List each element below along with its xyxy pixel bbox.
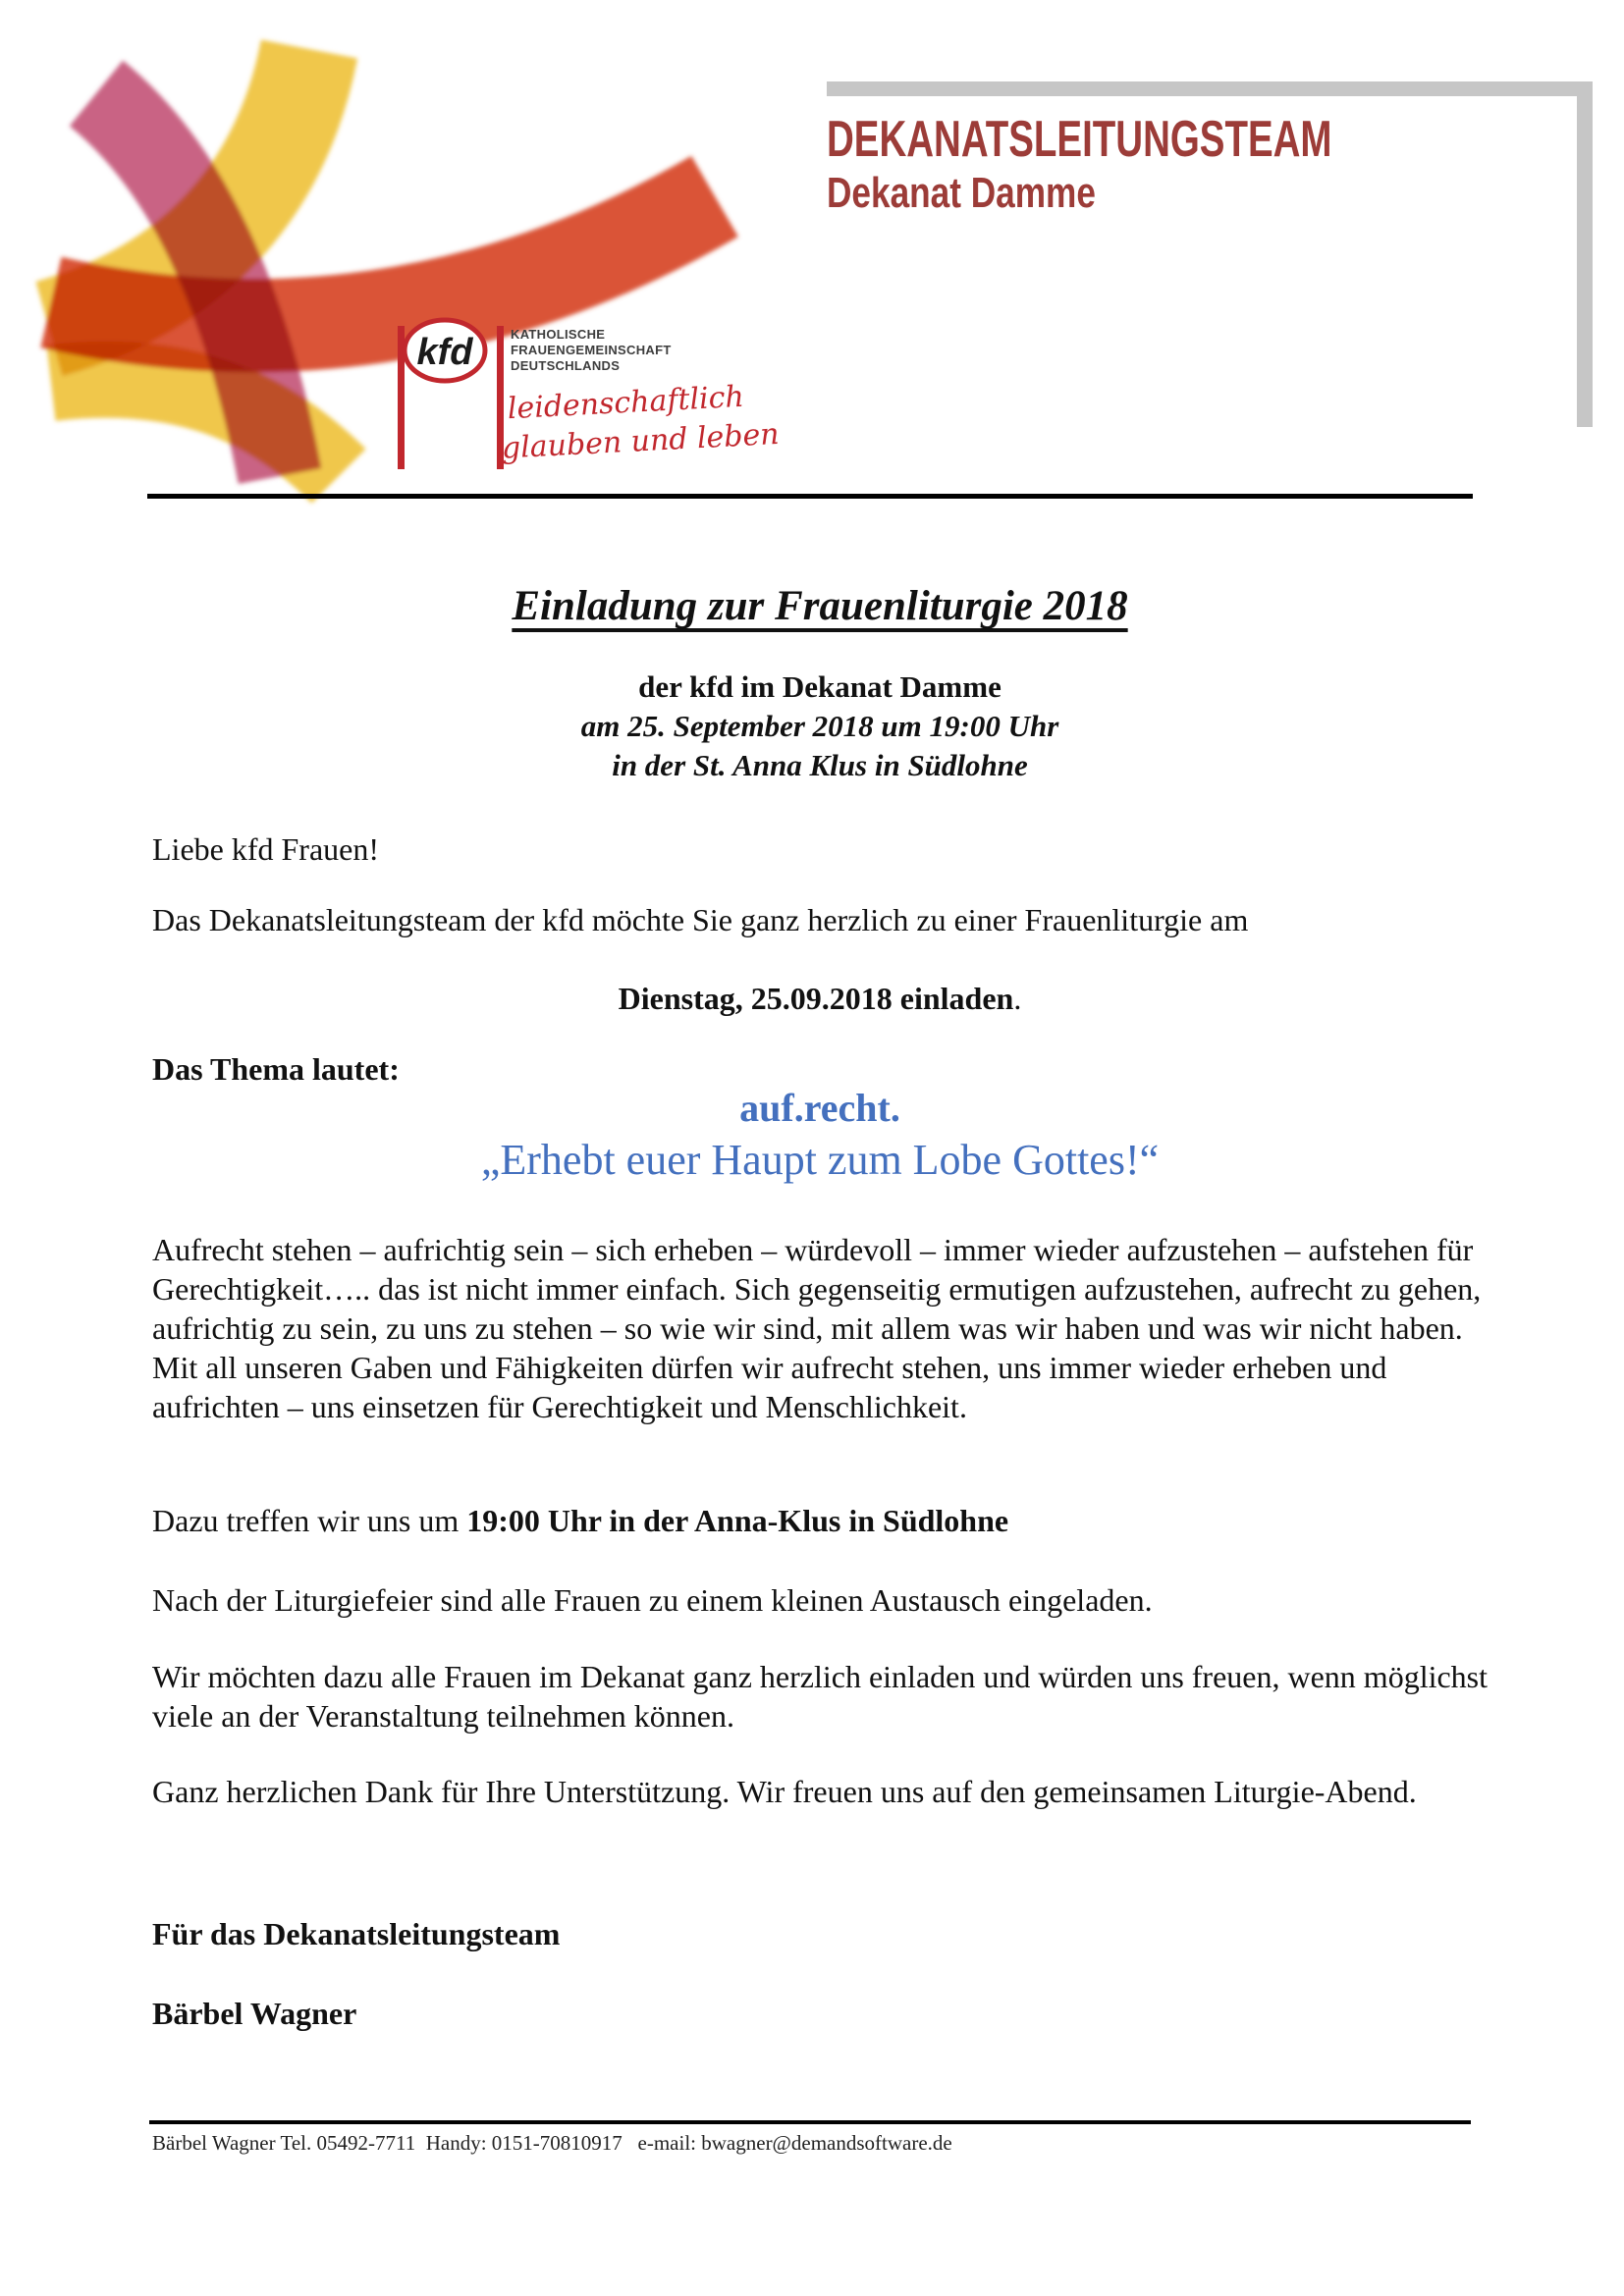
subtitle-line-2: am 25. September 2018 um 19:00 Uhr	[580, 709, 1059, 743]
subtitle-line-1: der kfd im Dekanat Damme	[638, 669, 1001, 704]
letter-title	[152, 581, 1488, 632]
date-line-bold: Dienstag, 25.09.2018 einladen	[618, 981, 1014, 1016]
kfd-badge	[398, 320, 780, 469]
kfd-org-line3: DEUTSCHLANDS	[511, 358, 621, 373]
kfd-tagline	[499, 378, 780, 466]
main-paragraph: Aufrecht stehen – aufrichtig sein – sich erheben – würdevoll – immer wieder aufzustehen – aufstehen für Gerechtigkeit….. das ist nicht immer einfach. Sich gegenseitig ermutigen aufzustehen, aufrecht zu gehen, aufrichtig zu sein, zu uns zu stehen – so wie wir sind, mit allem was wir haben und was wir nicht haben. Mit all unseren Gaben und Fähigkeiten dürfen wir aufrecht stehen, uns immer wieder erheben und aufrichten – uns einsetzen für Gerechtigkeit und Menschlichkeit.	[152, 1232, 1482, 1424]
after-liturgy-paragraph: Nach der Liturgiefeier sind alle Frauen zu einem kleinen Austausch eingeladen.	[152, 1582, 1153, 1618]
header-title: DEKANATSLEITUNGSTEAM	[827, 111, 1332, 168]
invitation-paragraph: Wir möchten dazu alle Frauen im Dekanat ganz herzlich einladen und würden uns freuen, wenn möglichst viele an der Veranstaltung teilnehmen können.	[152, 1659, 1489, 1734]
date-line-period: .	[1013, 981, 1022, 1016]
letter-subtitle	[152, 667, 1488, 785]
kfd-org-line1: KATHOLISCHE	[511, 327, 606, 342]
kfd-tagline-line1: leidenschaftlich	[507, 379, 745, 427]
date-line	[152, 979, 1488, 1018]
meeting-line-bold: 19:00 Uhr in der Anna-Klus in Südlohne	[466, 1503, 1009, 1538]
kfd-org-line2: FRAUENGEMEINSCHAFT	[511, 343, 672, 357]
header-subtitle: Dekanat Damme	[827, 169, 1096, 217]
footer-rule	[149, 2120, 1471, 2124]
theme-title: auf.recht.	[739, 1086, 900, 1130]
footer-contact-text: Bärbel Wagner Tel. 05492-7711 Handy: 0151-70810917 e-mail: bwagner@demandsoftware.de	[152, 2131, 952, 2155]
thanks-paragraph: Ganz herzlichen Dank für Ihre Unterstützung. Wir freuen uns auf den gemeinsamen Liturgie-Abend.	[152, 1774, 1417, 1809]
closing-line: Für das Dekanatsleitungsteam	[152, 1916, 561, 1951]
kfd-logo-graphic	[59, 59, 781, 471]
meeting-line	[152, 1501, 1488, 1540]
meeting-line-prefix: Dazu treffen wir uns um	[152, 1503, 467, 1538]
theme-label: Das Thema lautet:	[152, 1051, 400, 1087]
letter-title-text: Einladung zur Frauenliturgie 2018	[512, 583, 1128, 629]
subtitle-line-3: in der St. Anna Klus in Südlohne	[612, 748, 1028, 782]
intro-paragraph: Das Dekanatsleitungsteam der kfd möchte Sie ganz herzlich zu einer Frauenliturgie am	[152, 902, 1249, 937]
salutation: Liebe kfd Frauen!	[152, 831, 380, 867]
header-gray-bar-vertical	[1577, 81, 1593, 427]
kfd-logo	[59, 59, 781, 471]
signature-name: Bärbel Wagner	[152, 1996, 357, 2031]
theme-quote: „Erhebt euer Haupt zum Lobe Gottes!“	[480, 1136, 1160, 1184]
header-rule	[147, 494, 1473, 499]
kfd-tagline-line2: glauben und leben	[501, 416, 781, 466]
header-gray-bar-horizontal	[827, 81, 1593, 96]
kfd-wordmark: kfd	[416, 332, 473, 373]
